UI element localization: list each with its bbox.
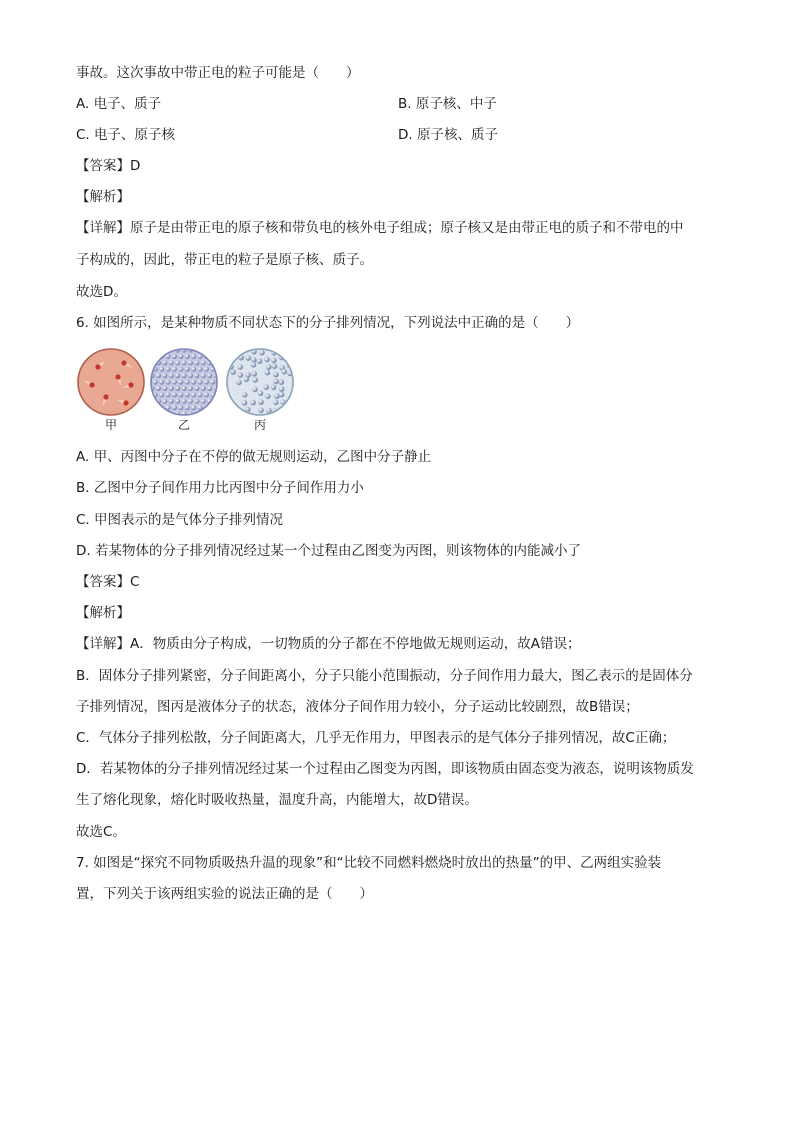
solid-molecule <box>197 379 202 384</box>
solid-molecule <box>172 354 177 359</box>
q5-conclusion: 故选D。 <box>76 284 127 300</box>
solid-molecule <box>188 360 193 365</box>
liquid-molecule <box>242 400 248 406</box>
liquid-molecule <box>236 380 242 386</box>
solid-molecule <box>172 392 177 397</box>
liquid-molecule <box>258 407 264 413</box>
solid-molecule <box>194 386 199 391</box>
liquid-molecule <box>287 348 293 354</box>
q5-detail-line-1: 【详解】原子是由带正电的原子核和带负电的核外电子组成；原子核又是由带正电的质子和不带电的中 <box>76 220 684 236</box>
solid-molecules <box>149 347 221 416</box>
solid-molecule <box>201 347 206 352</box>
solid-molecule <box>201 373 206 378</box>
q5-stem-tail: 事故。这次事故中带正电的粒子可能是（ ） <box>76 65 360 81</box>
solid-molecule <box>201 386 206 391</box>
caption-jia: 甲 <box>105 418 118 432</box>
liquid-molecule <box>279 386 285 392</box>
q6-analysis-title: 【解析】 <box>76 605 130 621</box>
solid-molecule <box>213 411 218 416</box>
solid-molecule <box>165 367 170 372</box>
liquid-molecule <box>279 392 285 398</box>
solid-molecule <box>153 354 158 359</box>
solid-molecule <box>188 373 193 378</box>
caption-yi: 乙 <box>178 418 191 432</box>
solid-molecule <box>204 379 209 384</box>
liquid-molecule <box>263 384 269 390</box>
solid-molecule <box>162 411 167 416</box>
solid-molecule <box>185 354 190 359</box>
q6-detail-line-6: 生了熔化现象，熔化时吸收热量，温度升高，内能增大，故D错误。 <box>76 792 478 808</box>
solid-molecule <box>149 399 154 404</box>
solid-molecule <box>162 347 167 352</box>
solid-molecule <box>194 399 199 404</box>
solid-molecule <box>188 399 193 404</box>
liquid-molecule <box>244 377 250 383</box>
solid-molecule <box>191 392 196 397</box>
q6-answer: 【答案】C <box>76 574 140 590</box>
solid-molecule <box>149 411 154 416</box>
liquid-molecule <box>265 370 271 376</box>
solid-molecule <box>162 386 167 391</box>
liquid-molecule <box>236 349 242 355</box>
liquid-molecule <box>281 369 287 375</box>
solid-molecule <box>207 373 212 378</box>
liquid-molecule <box>288 399 294 405</box>
liquid-molecule <box>251 357 257 363</box>
solid-molecule <box>153 405 158 410</box>
solid-molecule <box>201 399 206 404</box>
q6-option-a: A. 甲、丙图中分子在不停的做无规则运动，乙图中分子静止 <box>76 449 432 465</box>
solid-molecule <box>217 405 222 410</box>
liquid-molecule <box>266 364 272 370</box>
solid-molecule <box>217 392 222 397</box>
liquid-molecule <box>259 350 265 356</box>
q6-option-b: B. 乙图中分子间作用力比丙图中分子间作用力小 <box>76 480 364 496</box>
solid-molecule <box>159 379 164 384</box>
q6-conclusion: 故选C。 <box>76 824 126 840</box>
q6-detail-line-4: C．气体分子排列松散，分子间距离大，几乎无作用力，甲图表示的是气体分子排列情况，故C正确； <box>76 730 676 746</box>
q6-option-c: C. 甲图表示的是气体分子排列情况 <box>76 512 284 528</box>
q5-option-a: A. 电子、质子 <box>76 96 162 112</box>
liquid-molecule <box>238 372 244 378</box>
q7-stem-line-2: 置，下列关于该两组实验的说法正确的是（ ） <box>76 886 373 902</box>
solid-molecule <box>159 392 164 397</box>
q5-analysis-title: 【解析】 <box>76 189 130 205</box>
solid-molecule <box>185 367 190 372</box>
solid-molecule <box>217 367 222 372</box>
liquid-molecule <box>229 348 235 354</box>
liquid-molecule <box>245 355 251 361</box>
solid-molecule <box>188 386 193 391</box>
liquid-molecule <box>242 392 248 398</box>
solid-molecule <box>181 399 186 404</box>
q5-option-c: C. 电子、原子核 <box>76 127 176 143</box>
liquid-molecule <box>271 358 277 364</box>
solid-molecule <box>191 367 196 372</box>
liquid-molecule <box>250 400 256 406</box>
solid-molecule <box>169 399 174 404</box>
solid-molecule <box>165 379 170 384</box>
liquid-molecule <box>252 387 258 393</box>
solid-molecule <box>149 347 154 352</box>
q5-detail-line-2: 子构成的，因此，带正电的粒子是原子核、质子。 <box>76 252 373 268</box>
q5-option-d: D. 原子核、质子 <box>398 127 498 143</box>
liquid-molecule <box>251 371 257 377</box>
solid-molecule <box>181 386 186 391</box>
solid-molecule <box>156 347 161 352</box>
solid-molecule <box>213 347 218 352</box>
solid-molecule <box>156 373 161 378</box>
q6-detail-line-2: B．固体分子排列紧密，分子间距离小，分子只能小范围振动，分子间作用力最大，图乙表示的是固体分 <box>76 668 693 684</box>
solid-molecule <box>153 379 158 384</box>
solid-molecule <box>178 367 183 372</box>
q6-stem: 6. 如图所示，是某种物质不同状态下的分子排列情况，下列说法中正确的是（ ） <box>76 315 580 331</box>
solid-molecule <box>191 379 196 384</box>
q6-detail-line-5: D．若某物体的分子排列情况经过某一个过程由乙图变为丙图，即该物质由固态变为液态，说明该物质发 <box>76 761 694 777</box>
solid-molecule <box>175 399 180 404</box>
molecule-figure-svg <box>76 347 306 417</box>
solid-molecule <box>162 360 167 365</box>
solid-molecule <box>197 367 202 372</box>
solid-molecule <box>194 373 199 378</box>
solid-molecule <box>178 354 183 359</box>
liquid-molecule <box>271 385 277 391</box>
q5-option-b: B. 原子核、中子 <box>398 96 497 112</box>
solid-molecule <box>217 354 222 359</box>
solid-molecule <box>149 360 154 365</box>
solid-molecule <box>162 399 167 404</box>
liquid-molecule <box>258 390 264 396</box>
solid-molecule <box>207 411 212 416</box>
liquid-molecule <box>279 379 285 385</box>
solid-molecule <box>185 392 190 397</box>
solid-molecule <box>204 367 209 372</box>
liquid-molecule <box>265 393 271 399</box>
solid-molecule <box>172 367 177 372</box>
molecule-arrangement-figure <box>76 347 306 437</box>
solid-molecule <box>210 379 215 384</box>
solid-molecule <box>207 347 212 352</box>
solid-molecule <box>194 360 199 365</box>
solid-molecule <box>159 367 164 372</box>
solid-molecule <box>172 405 177 410</box>
solid-molecule <box>156 411 161 416</box>
solid-molecule <box>207 386 212 391</box>
solid-molecule <box>191 405 196 410</box>
liquid-molecule <box>230 408 236 414</box>
liquid-molecule <box>289 407 295 413</box>
solid-molecule <box>162 373 167 378</box>
solid-molecule <box>210 405 215 410</box>
solid-molecule <box>175 373 180 378</box>
solid-molecule <box>172 379 177 384</box>
solid-molecule <box>169 373 174 378</box>
solid-molecule <box>165 392 170 397</box>
solid-molecule <box>175 386 180 391</box>
liquid-molecule <box>273 379 279 385</box>
liquid-molecule <box>258 399 264 405</box>
liquid-molecule <box>264 357 270 363</box>
solid-molecule <box>197 392 202 397</box>
solid-molecule <box>178 405 183 410</box>
solid-molecule <box>181 360 186 365</box>
liquid-molecule <box>237 364 243 370</box>
solid-molecule <box>175 360 180 365</box>
liquid-molecule <box>273 372 279 378</box>
q6-detail-line-1: 【详解】A．物质由分子构成，一切物质的分子都在不停地做无规则运动，故A错误； <box>76 636 581 652</box>
solid-molecule <box>185 379 190 384</box>
q5-answer: 【答案】D <box>76 158 141 174</box>
solid-molecule <box>201 360 206 365</box>
liquid-molecule <box>273 400 279 406</box>
solid-molecule <box>213 399 218 404</box>
q7-stem-line-1: 7. 如图是“探究不同物质吸热升温的现象”和“比较不同燃料燃烧时放出的热量”的甲、乙两组实验装 <box>76 855 662 871</box>
liquid-molecule <box>251 362 257 368</box>
solid-molecule <box>169 360 174 365</box>
solid-molecule <box>210 354 215 359</box>
solid-molecule <box>156 386 161 391</box>
solid-molecule <box>204 392 209 397</box>
liquid-molecule <box>230 369 236 375</box>
solid-molecule <box>185 405 190 410</box>
q6-detail-line-3: 子排列情况，图丙是液体分子的状态，液体分子间作用力较小，分子运动比较剧烈，故B错误； <box>76 699 639 715</box>
solid-molecule <box>181 373 186 378</box>
solid-molecule <box>178 379 183 384</box>
caption-bing: 丙 <box>254 418 267 432</box>
solid-molecule <box>169 386 174 391</box>
liquid-molecule <box>252 377 258 383</box>
solid-molecule <box>201 411 206 416</box>
solid-molecule <box>178 392 183 397</box>
liquid-molecule <box>272 363 278 369</box>
solid-molecule <box>191 354 196 359</box>
q6-option-d: D. 若某物体的分子排列情况经过某一个过程由乙图变为丙图，则该物体的内能减小了 <box>76 543 581 559</box>
liquid-molecule <box>257 358 263 364</box>
solid-molecule <box>213 360 218 365</box>
